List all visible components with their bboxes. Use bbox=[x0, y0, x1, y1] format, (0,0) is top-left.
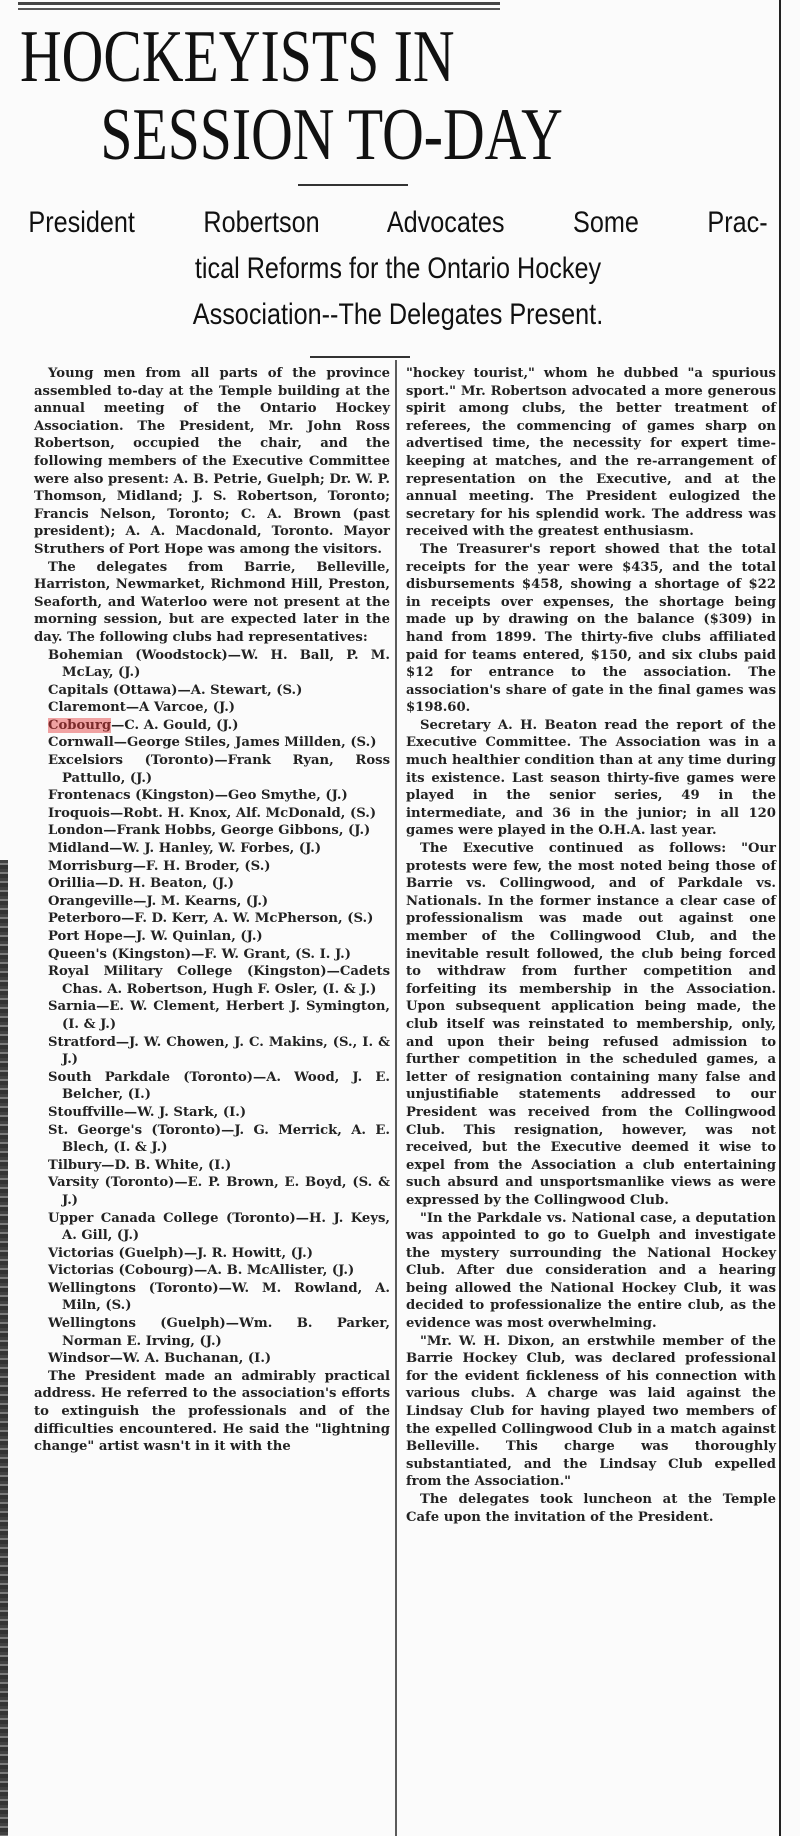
club-delegate-entry bbox=[48, 858, 390, 876]
club-delegates: —W. M. Rowland, A. Miln, (S.) bbox=[62, 1280, 390, 1314]
club-delegate-entry bbox=[48, 1350, 390, 1368]
club-name: Royal Military College (Kingston) bbox=[48, 964, 327, 980]
club-delegate-entry bbox=[48, 1104, 390, 1122]
club-name: Orillia bbox=[48, 876, 96, 892]
club-name: Midland bbox=[48, 841, 110, 857]
club-name: Port Hope bbox=[48, 929, 123, 944]
club-delegate-entry bbox=[48, 1069, 390, 1104]
club-name: Sarnia bbox=[48, 999, 97, 1015]
article-column-left bbox=[34, 365, 390, 1456]
club-delegates: —A. B. McAllister, (J.) bbox=[194, 1263, 355, 1279]
headline-separator-rule bbox=[298, 184, 408, 186]
club-name: Excelsiors (Toronto) bbox=[48, 753, 215, 769]
club-delegate-entry bbox=[48, 717, 390, 735]
club-name: Cornwall bbox=[48, 735, 114, 751]
club-delegate-entry bbox=[48, 1245, 390, 1263]
club-name: Stratford bbox=[48, 1034, 116, 1050]
club-delegate-list bbox=[34, 647, 390, 1368]
club-delegate-entry bbox=[48, 787, 390, 805]
club-delegates: —Cadets Chas. A. Robertson, Hugh F. Osler, (I. & J.) bbox=[62, 964, 390, 997]
club-delegate-entry bbox=[48, 1262, 390, 1280]
article-column-right bbox=[406, 365, 776, 1526]
club-delegates: —W. H. Ball, P. M. McLay, (J.) bbox=[62, 647, 390, 681]
club-delegates: —W. A. Buchanan, (I.) bbox=[109, 1351, 272, 1367]
club-delegates: —A. Stewart, (S.) bbox=[177, 682, 303, 698]
headline-line-2: SESSION TO-DAY bbox=[100, 94, 563, 176]
club-name: Capitals (Ottawa) bbox=[48, 682, 178, 698]
club-delegate-entry bbox=[48, 998, 390, 1033]
club-delegate-entry bbox=[48, 752, 390, 787]
club-name-highlighted: Cobourg bbox=[48, 717, 112, 733]
club-delegate-entry bbox=[48, 875, 390, 893]
club-name: Stouffville bbox=[48, 1104, 124, 1120]
club-delegate-entry bbox=[48, 1157, 390, 1175]
top-rule bbox=[18, 2, 500, 5]
club-delegate-entry bbox=[48, 805, 390, 823]
club-delegates: —D. B. White, (I.) bbox=[101, 1157, 232, 1173]
club-delegates: —Wm. B. Parker, Norman E. Irving, (J.) bbox=[62, 1316, 391, 1349]
club-name: Frontenacs (Kingston) bbox=[48, 788, 215, 804]
club-delegates: —E. W. Clement, Herbert J. Symington, (I. & J.) bbox=[62, 999, 390, 1032]
club-delegates: —J. M. Kearns, (J.) bbox=[133, 893, 269, 909]
club-name: Bohemian (Woodstock) bbox=[48, 647, 228, 663]
club-delegates: —F. W. Grant, (S. I. J.) bbox=[191, 946, 352, 962]
club-delegate-entry bbox=[48, 928, 390, 946]
club-delegates: —J. W. Chowen, J. C. Makins, (S., I. & J.) bbox=[62, 1034, 390, 1068]
club-delegates: —George Stiles, James Millden, (S.) bbox=[113, 735, 377, 751]
deck-line-1: President Robertson Advocates Some Prac- bbox=[28, 206, 768, 239]
club-delegates: —H. J. Keys, A. Gill, (J.) bbox=[62, 1210, 391, 1244]
club-delegates: —J. G. Merrick, A. E. Blech, (I. & J.) bbox=[62, 1122, 391, 1156]
club-delegates: —A. Wood, J. E. Belcher, (I.) bbox=[62, 1069, 391, 1103]
club-name: South Parkdale (Toronto) bbox=[48, 1069, 254, 1085]
club-delegate-entry bbox=[48, 1122, 390, 1157]
club-name: Victorias (Guelph) bbox=[48, 1245, 184, 1261]
club-name: Varsity (Toronto) bbox=[48, 1175, 175, 1191]
club-delegates: —Robt. H. Knox, Alf. McDonald, (S.) bbox=[109, 805, 377, 821]
club-delegate-entry bbox=[48, 946, 390, 964]
club-delegates: —A Varcoe, (J.) bbox=[125, 700, 236, 716]
club-delegates: —W. J. Hanley, W. Forbes, (J.) bbox=[109, 841, 322, 857]
top-rule-secondary bbox=[18, 8, 500, 10]
club-name: Iroquois bbox=[48, 805, 110, 821]
deck-separator-rule bbox=[310, 356, 410, 358]
club-delegate-entry bbox=[48, 893, 390, 911]
club-delegates: —E. P. Brown, E. Boyd, (S. & J.) bbox=[62, 1175, 390, 1208]
club-name: Wellingtons (Toronto) bbox=[48, 1280, 219, 1296]
club-delegate-entry bbox=[48, 734, 390, 752]
club-delegate-entry bbox=[48, 647, 390, 682]
club-name: Queen's (Kingston) bbox=[48, 946, 192, 962]
club-delegates: —C. A. Gould, (J.) bbox=[111, 717, 239, 733]
club-name: Victorias (Cobourg) bbox=[48, 1263, 194, 1279]
club-name: Claremont bbox=[48, 700, 126, 716]
column-divider bbox=[395, 360, 397, 1836]
club-delegates: —Frank Hobbs, George Gibbons, (J.) bbox=[103, 823, 371, 839]
parkdale-national-paragraph: "In the Parkdale vs. National case, a deputation was appointed to go to Guelph and investigate the mystery surrounding the National Hockey Club. After due consideration and a hearing being allowed the National Hockey Club, it was decided to professionalize the entire club, as the evidence was most overwhelming. bbox=[406, 1210, 776, 1332]
club-delegate-entry bbox=[48, 1034, 390, 1069]
treasurer-report-paragraph: The Treasurer's report showed that the total receipts for the year were $435, and the total disbursements $458, showing a shortage of $22 in receipts over expenses, the shortage being made up by drawing on the balance ($309) in hand from 1899. The thirty-five clubs affiliated paid for teams entered, $150, and six clubs paid $12 for entrance to the association. The association's share of gate in the final games was $198.60. bbox=[406, 541, 776, 716]
club-delegate-entry bbox=[48, 682, 390, 700]
club-delegate-entry bbox=[48, 1210, 390, 1245]
club-delegates: —J. R. Howitt, (J.) bbox=[183, 1245, 313, 1261]
club-delegates: —F. D. Kerr, A. W. McPherson, (S.) bbox=[121, 911, 374, 927]
deck-line-3: Association--The Delegates Present. bbox=[192, 298, 604, 331]
club-name: Windsor bbox=[48, 1351, 110, 1367]
club-delegate-entry bbox=[48, 963, 390, 998]
club-name: St. George's (Toronto) bbox=[48, 1122, 222, 1138]
club-name: London bbox=[48, 823, 104, 839]
column-border-right bbox=[779, 0, 781, 1836]
adjacent-column-edge bbox=[0, 860, 8, 1836]
club-name: Peterboro bbox=[48, 911, 122, 927]
luncheon-paragraph: The delegates took luncheon at the Temple Cafe upon the invitation of the President. bbox=[406, 1492, 776, 1525]
club-delegates: —Geo Smythe, (J.) bbox=[214, 788, 348, 804]
club-delegate-entry bbox=[48, 840, 390, 858]
club-delegates: —Frank Ryan, Ross Pattullo, (J.) bbox=[62, 753, 390, 786]
executive-report-paragraph: The Executive continued as follows: "Our protests were few, the most noted being those of Barrie vs. Collingwood, and of Parkdale vs. Nationals. In the former instance a clear case of professionalism was made out against one member of the Collingwood Club, and the inevitable result followed, the club being forced to withdraw from further competition and forfeiting its membership in the Association. Upon subsequent application being made, the club itself was reinstated to membership, only, and upon their being refused admission to further competition in the scheduled games, a letter of resignation containing many false and unjustifiable statements addressed to our President was received from the Collingwood Club. This resignation, however, was not received, but the Executive deemed it wise to expel from the Association a club entertaining such absurd and unsportsmanlike views as were expressed by the Collingwood Club. bbox=[406, 841, 776, 1208]
club-delegates: —F. H. Broder, (S.) bbox=[132, 858, 271, 874]
intro-paragraph-1: Young men from all parts of the province assembled to-day at the Temple building at the annual meeting of the Ontario Hockey Association. The President, Mr. John Ross Robertson, occupied the chair, and the following members of the Executive Committee were also present: A. B. Petrie, Guelph; Dr. W. P. Thomson, Midland; J. S. Robertson, Toronto; Francis Nelson, Toronto; C. A. Brown (past president); A. A. Macdonald, Toronto. Mayor Struthers of Port Hope was among the visitors. bbox=[34, 366, 390, 557]
deck-line-2: tical Reforms for the Ontario Hockey bbox=[194, 252, 602, 285]
club-delegate-entry bbox=[48, 1280, 390, 1315]
subheadline-deck bbox=[28, 200, 768, 338]
club-name: Orangeville bbox=[48, 893, 134, 909]
secretary-report-paragraph: Secretary A. H. Beaton read the report of the Executive Committee. The Association was in a much healthier condition than at any time during its existence. Last season thirty-five games were played in the senior series, 49 in the intermediate, and 36 in the junior; in all 120 games were played in the O.H.A. last year. bbox=[406, 717, 776, 839]
headline bbox=[20, 18, 613, 174]
club-name: Tilbury bbox=[48, 1157, 102, 1173]
club-delegate-entry bbox=[48, 822, 390, 840]
club-name: Upper Canada College (Toronto) bbox=[48, 1210, 296, 1226]
club-delegates: —D. H. Beaton, (J.) bbox=[95, 876, 235, 892]
headline-line-1: HOCKEYISTS IN bbox=[20, 16, 455, 98]
intro-paragraph-2: The delegates from Barrie, Belleville, Harriston, Newmarket, Richmond Hill, Preston, Seaforth, and Waterloo were not present at the morning session, but are expected later in the day. The following clubs had representatives: bbox=[34, 559, 390, 645]
club-delegate-entry bbox=[48, 699, 390, 717]
club-delegate-entry bbox=[48, 1174, 390, 1209]
president-address-paragraph-start: The President made an admirably practical address. He referred to the association's efforts to extinguish the professionals and of the difficulties encountered. He said the "lightning change" artist wasn't in it with the bbox=[34, 1368, 390, 1455]
club-delegates: —J. W. Quinlan, (J.) bbox=[122, 929, 263, 944]
dixon-lindsay-paragraph: "Mr. W. H. Dixon, an erstwhile member of the Barrie Hockey Club, was declared professional for the evident fickleness of his connection with various clubs. A charge was laid against the Lindsay Club for having played two members of the expelled Collingwood Club in a match against Belleville. This charge was thoroughly substantiated, and the Lindsay Club expelled from the Association." bbox=[406, 1333, 776, 1490]
club-name: Morrisburg bbox=[48, 858, 133, 874]
club-name: Wellingtons (Guelph) bbox=[48, 1316, 226, 1332]
club-delegate-entry bbox=[48, 1315, 390, 1350]
club-delegates: —W. J. Stark, (I.) bbox=[123, 1104, 247, 1120]
club-delegate-entry bbox=[48, 910, 390, 928]
president-address-paragraph-continued: "hockey tourist," whom he dubbed "a spurious sport." Mr. Robertson advocated a more generous spirit among clubs, the better treatment of referees, the commencing of games sharp on advertised time, the necessity for expert time-keeping at matches, and the re-arrangement of representation on the Executive, and at the annual meeting. The President eulogized the secretary for his splendid work. The address was received with the greatest enthusiasm. bbox=[406, 366, 776, 540]
